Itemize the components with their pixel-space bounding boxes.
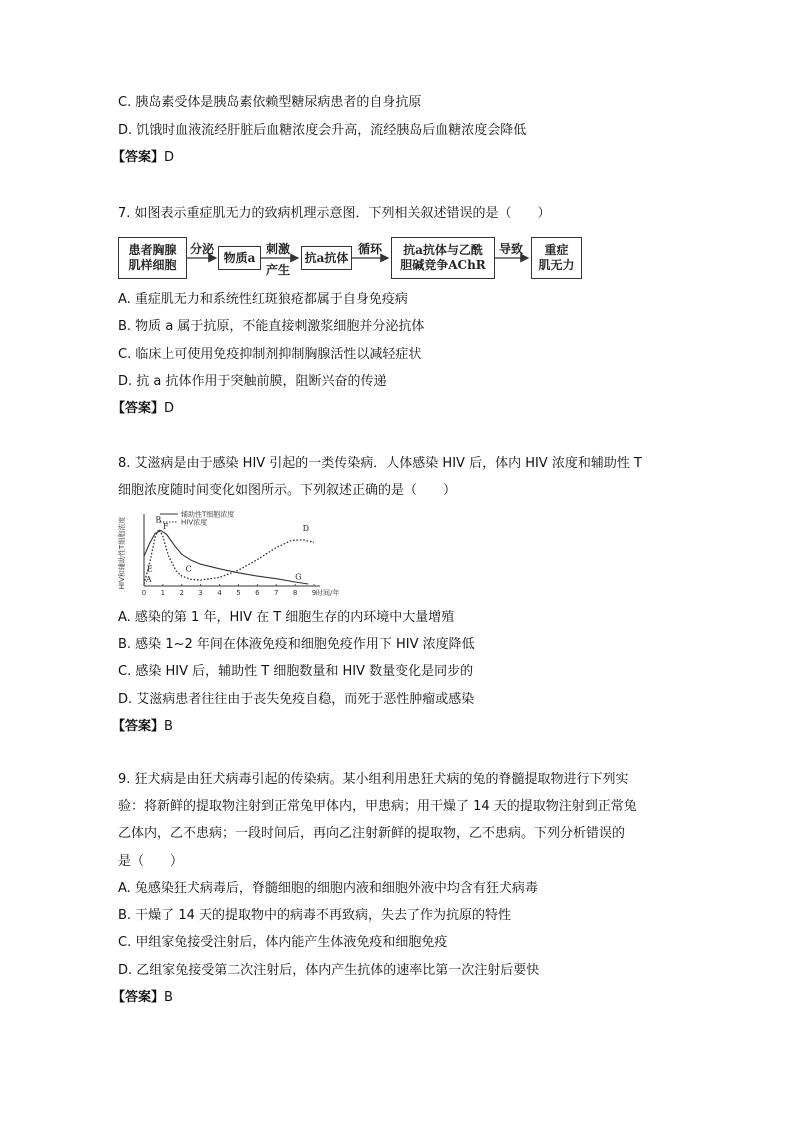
q8-answer [112,717,173,737]
x-tick-label: 7 [273,589,279,597]
q8-option-a: A. 感染的第 1 年，HIV 在 T 细胞生存的内环境中大量增殖 [118,610,455,625]
q6-answer [112,148,174,168]
legend-label: 辅助性T细胞浓度 [181,510,235,519]
q8-option-d: D. 艾滋病患者往往由于丧失免疫自稳，而死于恶性肿瘤或感染 [118,692,475,707]
q9-option-d: D. 乙组家兔接受第二次注射后，体内产生抗体的速率比第一次注射后要快 [118,963,540,978]
helper-t-cell-line [144,531,308,584]
q9-stem-line3: 乙体内，乙不患病；一段时间后，再向乙注射新鲜的提取物，乙不患病。下列分析错误的 [118,826,626,841]
box-competition [391,237,495,279]
box-thymus-cells [118,237,187,279]
q9-answer [112,988,173,1008]
q8-stem-line1: 8. 艾滋病是由于感染 HIV 引起的一类传染病．人体感染 HIV 后，体内 HIV 浓度和辅助性 T [118,456,642,471]
q9-option-c: C. 甲组家兔接受注射后，体内能产生体液免疫和细胞免疫 [118,935,448,950]
point-label-B: B [155,515,162,525]
label-secrete: 分泌 [190,242,215,256]
box5-line1: 重症 [544,243,569,257]
q8-option-c: C. 感染 HIV 后，辅助性 T 细胞数量和 HIV 数量变化是同步的 [118,664,474,679]
x-tick-label: 5 [236,589,241,597]
box5-line2: 肌无力 [538,258,575,272]
box-myasthenia [531,237,582,279]
q7-flow-diagram [118,234,588,282]
answer-label: 【答案】 [112,990,165,1005]
x-tick-label: 1 [160,589,166,597]
q7-option-c: C. 临床上可使用免疫抑制剂抑制胸腺活性以减轻症状 [118,347,422,362]
q9-stem-line1: 9. 狂犬病是由狂犬病毒引起的传染病。某小组利用患狂犬病的兔的脊髓提取物进行下列实 [118,772,629,787]
x-axis-label: 时间/年 [316,589,340,597]
y-axis-label: HIV和辅助性T细胞浓度 [118,516,126,590]
q6-option-c: C. 胰岛素受体是胰岛素依赖型糖尿病患者的自身抗原 [118,95,422,110]
x-tick-label: 3 [198,589,203,597]
q7-option-b: B. 物质 a 属于抗原，不能直接刺激浆细胞并分泌抗体 [118,319,425,334]
answer-label: 【答案】 [112,719,165,734]
label-produce: 产生 [266,263,291,277]
label-cause: 导致 [499,242,524,256]
q9-option-b: B. 干燥了 14 天的提取物中的病毒不再致病，失去了作为抗原的特性 [118,908,511,923]
box4-line2: 胆碱竞争AChR [400,258,486,272]
x-tick-label: 9 [311,589,317,597]
box-anti-a-antibody: 抗a抗体 [301,246,352,270]
point-label-G: G [295,572,302,582]
q7-answer [112,399,174,419]
label-stimulate: 刺激 [266,242,291,256]
hiv-concentration-line [144,529,314,584]
box1-line1: 患者胸腺 [128,243,177,257]
x-tick-label: 8 [292,589,298,597]
q9-stem-line2: 验：将新鲜的提取物注射到正常兔甲体内，甲患病；用干燥了 14 天的提取物注射到正常兔 [118,799,637,814]
x-tick-label: 6 [255,589,260,597]
box4-line1: 抗a抗体与乙酰 [403,243,483,257]
point-label-C: C [185,564,192,574]
q8-stem-line2: 细胞浓度随时间变化如图所示。下列叙述正确的是（ ） [118,483,457,498]
hiv-chart [116,508,340,603]
point-label-E: E [146,564,153,574]
x-tick-label: 0 [141,589,147,597]
answer-value: B [164,719,173,734]
q7-option-a: A. 重症肌无力和系统性红斑狼疮都属于自身免疫病 [118,292,408,307]
q9-option-a: A. 兔感染狂犬病毒后，脊髓细胞的细胞内液和细胞外液中均含有狂犬病毒 [118,881,538,896]
point-label-D: D [302,524,310,534]
q6-option-d: D. 饥饿时血液流经肝脏后血糖浓度会升高，流经胰岛后血糖浓度会降低 [118,123,527,138]
x-tick-label: 2 [179,589,185,597]
answer-value: B [164,990,173,1005]
q7-option-d: D. 抗 a 抗体作用于突触前膜，阻断兴奋的传递 [118,374,387,389]
x-tick-label: 4 [217,589,222,597]
label-circulate: 循环 [358,242,383,256]
box-substance-a: 物质a [218,246,261,270]
q9-stem-line4: 是（ ） [118,854,184,869]
box1-line2: 肌样细胞 [128,258,177,272]
legend-label: HIV浓度 [181,518,208,527]
point-label-F: F [162,522,169,532]
hiv-chart-svg [116,508,340,603]
answer-label: 【答案】 [112,401,165,416]
answer-label: 【答案】 [112,150,165,165]
answer-value: D [164,150,175,165]
answer-value: D [164,401,175,416]
point-label-A: A [145,575,152,585]
q7-stem: 7. 如图表示重症肌无力的致病机理示意图．下列相关叙述错误的是（ ） [118,206,551,221]
q8-option-b: B. 感染 1~2 年间在体液免疫和细胞免疫作用下 HIV 浓度降低 [118,637,475,652]
